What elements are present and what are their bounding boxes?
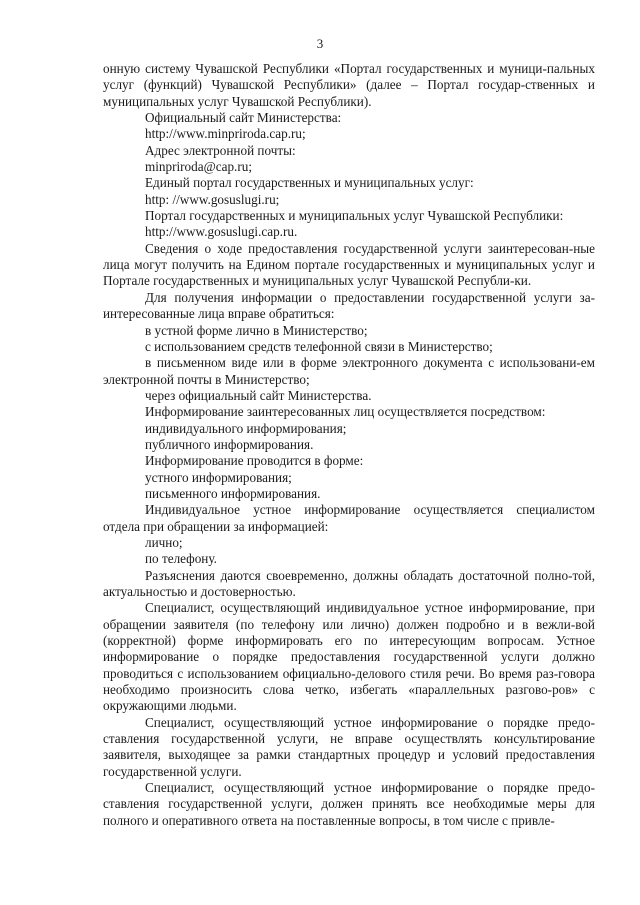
paragraph: Информирование проводится в форме: xyxy=(145,453,364,469)
paragraph: в письменном виде или в форме электронного документа с использовани-ем электронной почты в Министерство; xyxy=(103,355,595,387)
document-body xyxy=(103,61,595,829)
paragraph: Единый портал государственных и муниципальных услуг: xyxy=(145,175,474,191)
paragraph: индивидуального информирования; xyxy=(145,420,347,436)
paragraph: Официальный сайт Министерства: xyxy=(145,110,342,126)
paragraph: лично; xyxy=(145,534,183,550)
paragraph: по телефону. xyxy=(145,551,217,567)
paragraph: Специалист, осуществляющий индивидуальное устное информирование, при обращении заявителя (по телефону или лично) должен подробно и в вежли-вой (корректной) форме информировать его по интересующим вопросам. Устное информирование о порядке предоставления государственной услуги должно проводиться с использованием официально-делового стиля речи. Во время раз-говора необходимо произносить слова четко, избегать «параллельных разгово-ров» с окружающими людьми. xyxy=(103,600,595,714)
paragraph: Специалист, осуществляющий устное информирование о порядке предо-ставления государственной услуги, должен принять все необходимые меры для полного и оперативного ответа на поставленные вопросы, в том числе с привле- xyxy=(103,780,595,828)
paragraph: с использованием средств телефонной связи в Министерство; xyxy=(145,338,493,354)
page-number: 3 xyxy=(316,36,324,51)
paragraph: Портал государственных и муниципальных услуг Чувашской Республики: xyxy=(145,208,564,224)
paragraph: Индивидуальное устное информирование осуществляется специалистом отдела при обращении за информацией: xyxy=(103,502,595,534)
paragraph: письменного информирования. xyxy=(145,485,321,501)
paragraph: Адрес электронной почты: xyxy=(145,142,296,158)
paragraph: http://www.gosuslugi.cap.ru. xyxy=(145,224,298,240)
paragraph: http: //www.gosuslugi.ru; xyxy=(145,191,280,207)
paragraph: Разъяснения даются своевременно, должны обладать достаточной полно-той, актуальностью и достоверностью. xyxy=(103,567,595,599)
paragraph: Информирование заинтересованных лиц осуществляется посредством: xyxy=(145,404,546,420)
paragraph: в устной форме лично в Министерство; xyxy=(145,322,368,338)
paragraph: публичного информирования. xyxy=(145,436,314,452)
paragraph: устного информирования; xyxy=(145,469,292,485)
paragraph: Сведения о ходе предоставления государственной услуги заинтересован-ные лица могут получить на Едином портале государственных и муниципальных услуг и Портале государственных и муниципальных услуг Чувашской Республи-ки. xyxy=(103,240,595,289)
paragraph: Специалист, осуществляющий устное информирование о порядке предо-ставления государственной услуги, не вправе осуществлять консультирование заявителя, выходящее за рамки стандартных процедур и условий предоставления государственной услуги. xyxy=(103,714,595,779)
paragraph: онную систему Чувашской Республики «Портал государственных и муници-пальных услуг (функций) Чувашской Республики» (далее – Портал государ-ственных и муниципальных услуг Чувашской Республики). xyxy=(103,61,595,109)
paragraph: через официальный сайт Министерства. xyxy=(145,387,372,403)
paragraph: http://www.minpriroda.cap.ru; xyxy=(145,126,306,142)
paragraph: Для получения информации о предоставлении государственной услуги за-интересованные лица вправе обратиться: xyxy=(103,289,595,322)
paragraph: minpriroda@cap.ru; xyxy=(145,159,252,175)
